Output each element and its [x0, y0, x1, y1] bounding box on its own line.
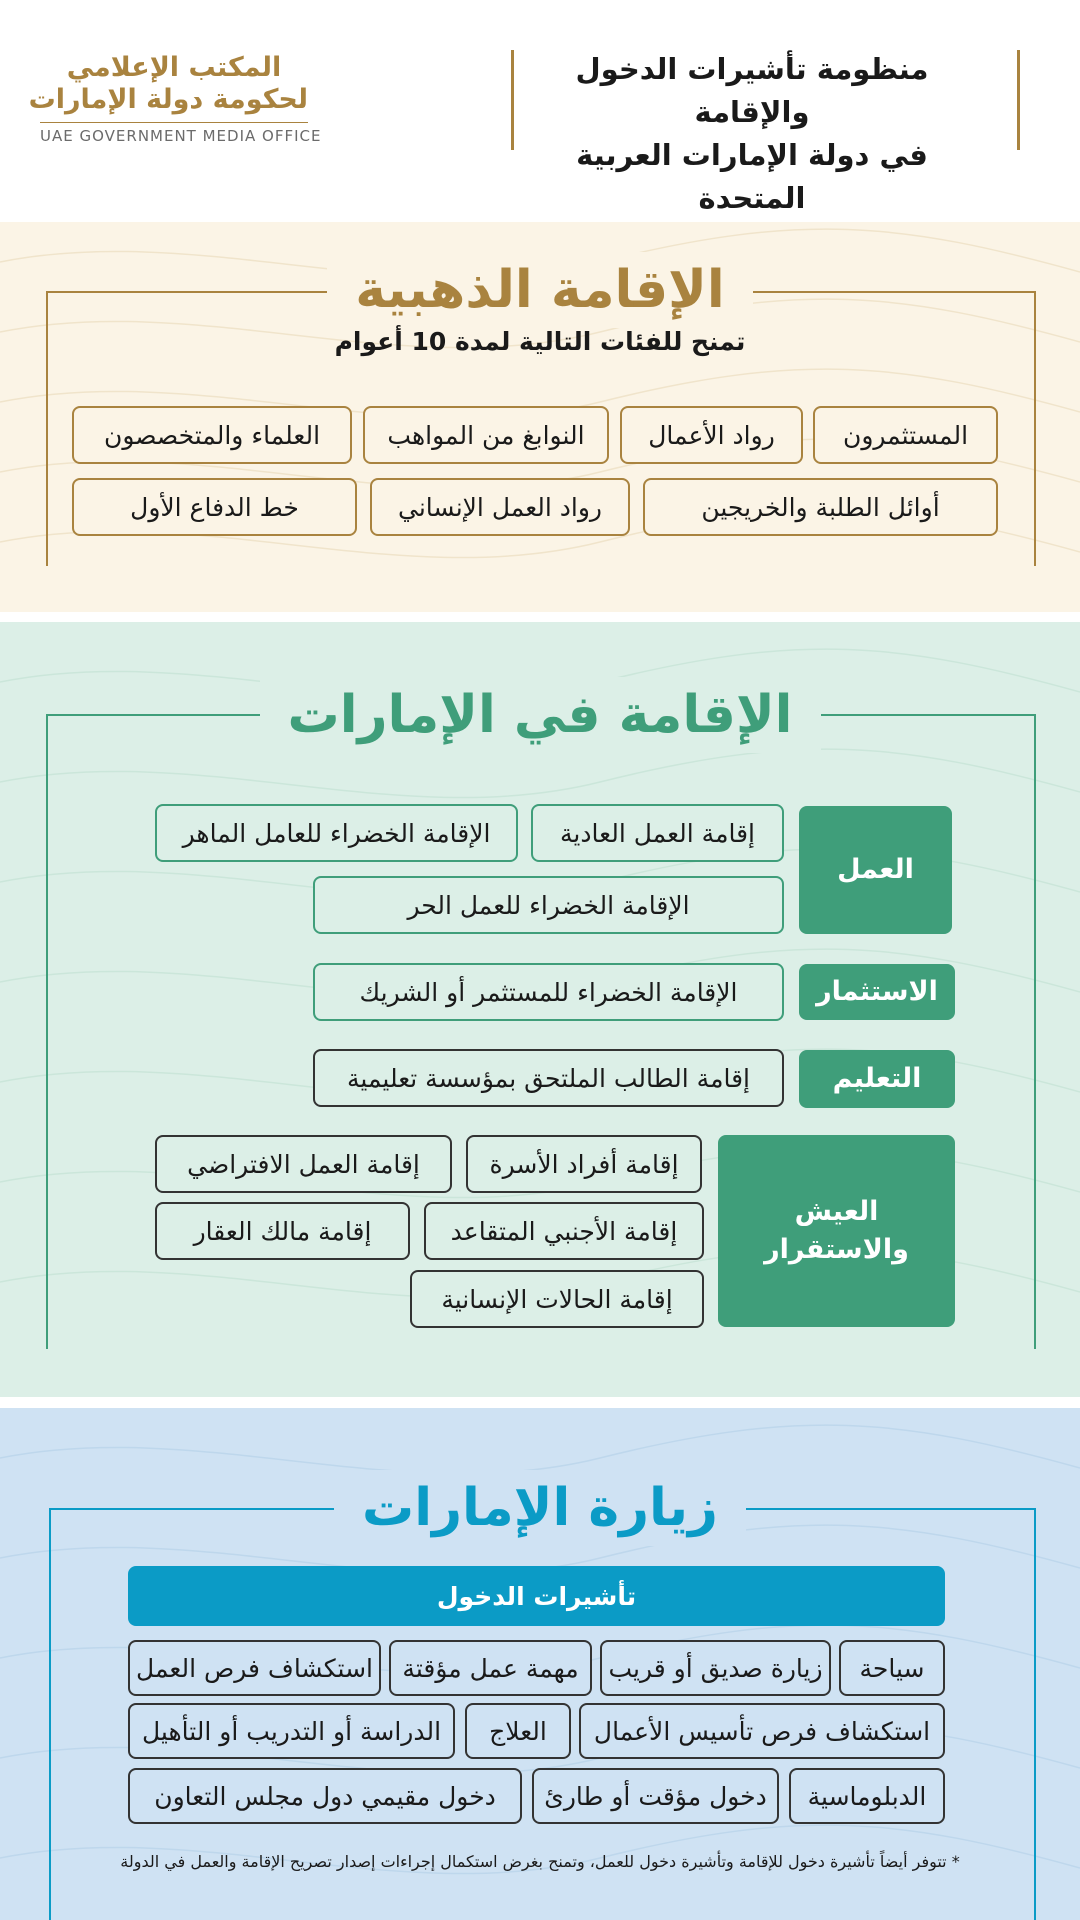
- golden-title-text: الإقامة الذهبية: [327, 252, 752, 328]
- category-living-line1: العيش: [794, 1196, 879, 1227]
- visa-diplomatic: الدبلوماسية: [789, 1768, 945, 1824]
- logo-arabic-line2: لحكومة دولة الإمارات: [28, 84, 308, 115]
- logo-arabic-line1: المكتب الإعلامي: [66, 52, 282, 83]
- residence-living-property-owner: إقامة مالك العقار: [155, 1202, 410, 1260]
- visit-section: [0, 1408, 1080, 1920]
- visa-gcc-residents: دخول مقيمي دول مجلس التعاون: [128, 1768, 522, 1824]
- footnote: * تتوفر أيضاً تأشيرة دخول للإقامة وتأشيرة دخول للعمل، وتمنح بغرض استكمال إجراءات إصدار تصريح الإقامة والعمل في الدولة: [120, 1852, 960, 1871]
- residence-living-family: إقامة أفراد الأسرة: [466, 1135, 702, 1193]
- golden-subtitle: تمنح للفئات التالية لمدة 10 أعوام: [334, 327, 746, 356]
- visa-business-exploration: استكشاف فرص تأسيس الأعمال: [579, 1703, 945, 1759]
- golden-item-scientists: العلماء والمتخصصون: [72, 406, 352, 464]
- header-divider-right: [1017, 50, 1020, 150]
- visa-job-exploration: استكشاف فرص العمل: [128, 1640, 381, 1696]
- visa-visit-friend: زيارة صديق أو قريب: [600, 1640, 831, 1696]
- residence-title-text: الإقامة في الإمارات: [260, 677, 821, 753]
- residence-living-humanitarian: إقامة الحالات الإنسانية: [410, 1270, 704, 1328]
- category-investment: الاستثمار: [799, 964, 955, 1020]
- category-living-line2: والاستقرار: [764, 1234, 909, 1265]
- header: [0, 0, 1080, 222]
- media-office-logo: [28, 52, 322, 152]
- visa-temporary-emergency: دخول مؤقت أو طارئ: [532, 1768, 779, 1824]
- page-title: [522, 48, 982, 220]
- residence-work-regular: إقامة العمل العادية: [531, 804, 784, 862]
- residence-education-student: إقامة الطالب الملتحق بمؤسسة تعليمية: [313, 1049, 784, 1107]
- category-living: [718, 1135, 955, 1327]
- residence-investment-green: الإقامة الخضراء للمستثمر أو الشريك: [313, 963, 784, 1021]
- golden-item-humanitarian: رواد العمل الإنساني: [370, 478, 630, 536]
- category-work: العمل: [799, 806, 952, 934]
- residence-living-retired: إقامة الأجنبي المتقاعد: [424, 1202, 704, 1260]
- visa-treatment: العلاج: [465, 1703, 571, 1759]
- logo-english: UAE GOVERNMENT MEDIA OFFICE: [40, 127, 322, 145]
- entry-visas-bar: تأشيرات الدخول: [128, 1566, 945, 1626]
- golden-item-top-students: أوائل الطلبة والخريجين: [643, 478, 998, 536]
- page-title-line1: منظومة تأشيرات الدخول والإقامة: [575, 52, 929, 129]
- golden-residence-section: [0, 222, 1080, 612]
- logo-divider: [40, 122, 308, 123]
- header-divider-left: [511, 50, 514, 150]
- golden-item-talents: النوابغ من المواهب: [363, 406, 609, 464]
- category-education: التعليم: [799, 1050, 955, 1108]
- visit-title-text: زيارة الإمارات: [334, 1470, 746, 1546]
- page-title-line2: في دولة الإمارات العربية المتحدة: [576, 138, 928, 215]
- golden-item-frontline: خط الدفاع الأول: [72, 478, 357, 536]
- residence-work-green-skilled: الإقامة الخضراء للعامل الماهر: [155, 804, 518, 862]
- residence-living-virtual-work: إقامة العمل الافتراضي: [155, 1135, 452, 1193]
- visa-tourism: سياحة: [839, 1640, 945, 1696]
- residence-section: [0, 622, 1080, 1397]
- visa-temporary-work-mission: مهمة عمل مؤقتة: [389, 1640, 592, 1696]
- golden-item-entrepreneurs: رواد الأعمال: [620, 406, 803, 464]
- residence-work-green-freelance: الإقامة الخضراء للعمل الحر: [313, 876, 784, 934]
- visa-study-training: الدراسة أو التدريب أو التأهيل: [128, 1703, 455, 1759]
- golden-item-investors: المستثمرون: [813, 406, 998, 464]
